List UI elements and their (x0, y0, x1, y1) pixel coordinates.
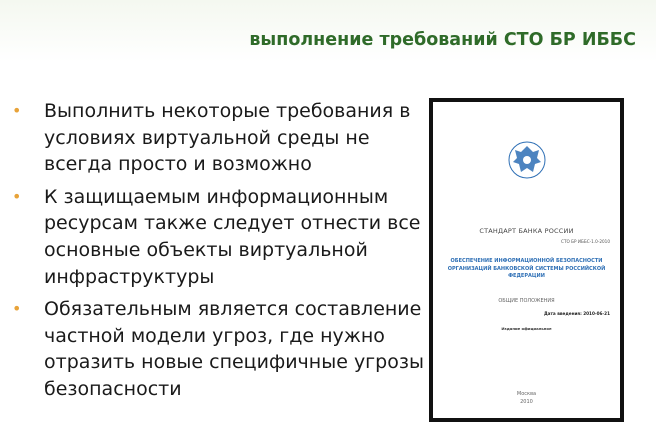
doc-standard-label: СТАНДАРТ БАНКА РОССИИ (479, 227, 574, 235)
doc-city: Москва (516, 391, 537, 397)
doc-code: СТО БР ИББС-1.0-2010 (561, 239, 610, 244)
bullet-text: К защищаемым информационным ресурсам также следует отнести все основные объекты виртуальной инфраструктуры (44, 185, 421, 288)
bullet-icon: • (12, 101, 22, 120)
bullet-text: Выполнить некоторые требования в условиях виртуальной среды не всегда просто и возможно (44, 100, 411, 176)
bullet-item (12, 184, 430, 290)
document-cover (429, 98, 624, 422)
bank-of-russia-emblem-icon (505, 138, 549, 182)
bullet-list (12, 98, 430, 409)
bullet-icon: • (12, 299, 22, 319)
bullet-text: Обязательным является составление частной модели угроз, где нужно отразить новые специфичные угрозы безопасности (44, 298, 424, 400)
doc-year: 2010 (520, 399, 533, 405)
doc-subheading: ОБЩИЕ ПОЛОЖЕНИЯ (498, 298, 555, 304)
bullet-item (12, 98, 430, 178)
doc-heading: ОБЕСПЕЧЕНИЕ ИНФОРМАЦИОННОЙ БЕЗОПАСНОСТИ ОРГАНИЗАЦИЙ БАНКОВСКОЙ СИСТЕМЫ РОССИЙСКОЙ ФЕДЕРАЦИИ (447, 258, 606, 279)
slide-title: выполнение требований СТО БР ИББС (249, 30, 636, 50)
doc-edition: Издание официальное (501, 326, 552, 331)
doc-date: Дата введения: 2010-06-21 (543, 311, 610, 316)
bullet-icon: • (12, 186, 22, 206)
doc-city-year (433, 390, 620, 406)
bullet-item (12, 296, 430, 402)
